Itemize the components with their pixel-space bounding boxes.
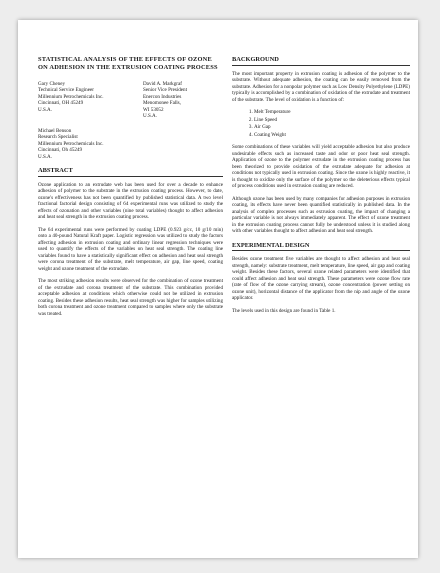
author-line: Gary Cheney [38, 80, 66, 87]
author-line: U.S.A. [38, 106, 53, 113]
background-heading: BACKGROUND [232, 56, 410, 66]
author-line: Millennium Petrochemicals Inc. [38, 93, 104, 100]
oxidation-factors-list [254, 109, 410, 138]
author-line: Senior Vice President [143, 87, 188, 94]
experimental-paragraph: Besides ozone treatment five variables are thought to affect adhesion and heat seal strength, namely: substrate treatment, melt temperature, line speed, air gap and coating weight. Besides these factors, several ozone related parameters were identified that could affect adhesion and heat seal strength. These parameters were ozone flow rate (rate of flow of the ozone carrying stream), ozone concentration (power setting on ozone unit), horizontal distance of the applicator from the nip and angle of the ozone applicator. [232, 256, 410, 301]
list-item: 2. Line Speed [254, 117, 410, 124]
abstract-paragraph: The most striking adhesion results were observed for the combination of ozone treatment of the extrudate and corona treatment of the substrate. This combination provided acceptable adhesion at conditions which otherwise could not be utilized in extrusion coating. Besides these adhesion results, heat seal strength was higher for samples utilizing both corona treatment and ozone treatment compared to samples where only the substrate was treated. [38, 278, 223, 317]
abstract-paragraph: Ozone application to an extrudate web has been used for over a decade to enhance adhesion of polymer to the substrate in the extrusion coating process. However, to date, ozone's effectiveness has not been quantified by published statistical data. A two level fractional factorial design consisting of 64 experimental runs was utilized to study the effects of ozonation and other variables (nine total variables) thought to affect adhesion and heat seal strength in the extrusion coating process. [38, 181, 223, 221]
author-line: Enercon Industries [143, 93, 182, 100]
left-column [38, 56, 223, 323]
paper-page [18, 20, 418, 558]
background-paragraph: Although ozone has been used by many companies for adhesion purposes in extrusion coating, its effects have never been quantified statistically in published data. In the analysis of complex processes such as extrusion coating, the impact of changing a particular variable is not always immediately apparent. The effect of ozone treatment in the extrusion coating process cannot fully be understood unless it is studied along with other variables thought to affect adhesion and heat seal strength. [232, 195, 410, 234]
author-line: Menomonee Falls, [143, 100, 181, 107]
author-line: David A. Markgraf [143, 80, 182, 87]
background-paragraph: The most important property in extrusion coating is adhesion of the polymer to the substrate. Without adequate adhesion, the coating can be easily removed from the substrate. Adhesion for a nonpolar polymer such as Low Density Polyethylene (LDPE) typically is accomplished by a combination of oxidation of the extrudate and treatment of the substrate. The level of oxidation is a function of: [232, 70, 410, 103]
author-line: WI 53052 [143, 106, 164, 113]
author-benson [38, 128, 158, 161]
author-line: Research Specialist [38, 134, 78, 141]
background-paragraph: Some combinations of these variables will yield acceptable adhesion but also produce undesirable effects such as increased taste and odor or poor heat seal strength. Application of ozone to the polymer extrudate in the extrusion coating process has been theorized to provide oxidation of the extrudate adequate for adhesion at conditions not typically used in extrusion coating. Since the ozone is highly reactive, it is thought to oxidize only the surface of the polymer so the deleterious effects typical of process conditions used in extrusion coating are reduced. [232, 144, 410, 189]
author-line: U.S.A. [38, 153, 53, 160]
author-line: Technical Service Engineer [38, 87, 94, 94]
list-item: 4. Coating Weight [254, 132, 410, 139]
author-markgraf [143, 81, 223, 120]
abstract-heading: ABSTRACT [38, 167, 223, 177]
author-line: Millennium Petrochemicals Inc. [38, 140, 104, 147]
author-line: Michael Benson [38, 127, 72, 134]
experimental-paragraph: The levels used in this design are found in Table 1. [232, 307, 336, 314]
paper-title: STATISTICAL ANALYSIS OF THE EFFECTS OF OZONE ON ADHESION IN THE EXTRUSION COATING PROCESS [38, 56, 218, 71]
author-line: Cincinnati, Oh 45249 [38, 147, 83, 154]
right-column [232, 56, 410, 320]
abstract-paragraph: The 64 experimental runs were performed by coating LDPE (0.923 g/cc, 10 g/10 min) onto a 40-pound Natural Kraft paper. Logistic regression was utilized to study the factors affecting adhesion in extrusion coating and ordinary linear regression techniques were used to quantify the effects of the variables on heat seal strength. The coating line variables found to have a statistically significant effect on adhesion and heat seal strength were corona treatment of the substrate, melt temperature, air gap, line speed, coating weight and ozone treatment of the extrudate. [38, 226, 223, 272]
list-item: 3. Air Gap [254, 124, 410, 131]
author-line: U.S.A. [143, 113, 158, 120]
author-line: Cincinnati, OH 45249 [38, 100, 84, 107]
list-item: 1. Melt Temperature [254, 109, 410, 116]
author-block [38, 81, 223, 120]
author-cheney [38, 81, 130, 120]
experimental-heading: EXPERIMENTAL DESIGN [232, 242, 410, 252]
